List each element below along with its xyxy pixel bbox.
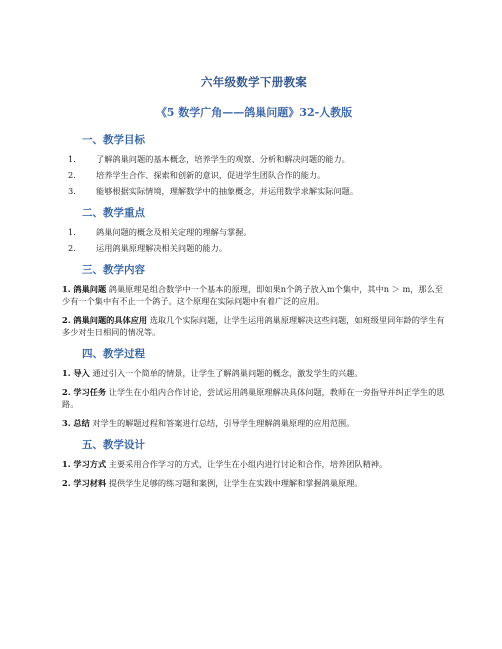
paragraph-text: 鸽巢原理是组合数学中一个基本的原理，即如果n个鸽子放入m个集中，其中n ＞ m，那么至少有一个集中有不止一个鸽子。这个原理在实际问题中有着广泛的应用。 <box>62 284 443 306</box>
paragraph-label: 1. 鸽巢问题 <box>62 284 107 294</box>
list-item <box>62 226 446 238</box>
list-item-number: 3. <box>68 186 76 196</box>
section-heading-design: 五、教学设计 <box>82 439 145 451</box>
list-item-text: 鸽巢问题的概念及相关定理的理解与掌握。 <box>96 227 252 237</box>
goals-list <box>62 153 446 197</box>
key-points-list <box>62 226 446 254</box>
list-item <box>62 242 446 254</box>
paragraph-text: 提供学生足够的练习题和案例，让学生在实践中理解和掌握鸽巢原理。 <box>108 478 363 488</box>
paragraph-label: 2. 鸽巢问题的具体应用 <box>62 315 148 325</box>
document-subtitle: 《5 数学广角——鸽巢问题》32-人教版 <box>155 106 353 119</box>
document-title: 六年级数学下册教案 <box>200 75 308 89</box>
process-paragraph <box>62 417 446 429</box>
paragraph-label: 1. 导入 <box>62 368 90 378</box>
paragraph-text: 让学生在小组内合作讨论，尝试运用鸽巢原理解决具体问题，教师在一旁指导并纠正学生的思路。 <box>62 387 445 409</box>
paragraph-text: 主要采用合作学习的方式，让学生在小组内进行讨论和合作，培养团队精神。 <box>108 459 388 469</box>
list-item-text: 能够根据实际情境，理解数学中的抽象概念，并运用数学求解实际问题。 <box>96 186 359 196</box>
section-heading-process: 四、教学过程 <box>82 348 145 360</box>
paragraph-text: 选取几个实际问题，让学生运用鸽巢原理解决这些问题，如班级里同年龄的学生有多少对生日相同的情况等。 <box>62 315 445 337</box>
paragraph-label: 2. 学习任务 <box>62 387 107 397</box>
list-item-number: 2. <box>68 243 76 253</box>
list-item-text: 运用鸽巢原理解决相关问题的能力。 <box>96 243 228 253</box>
list-item <box>62 169 446 181</box>
paragraph-label: 2. 学习材料 <box>62 478 107 488</box>
design-paragraph <box>62 477 446 489</box>
content-paragraph <box>62 314 446 338</box>
content-paragraph <box>62 283 446 307</box>
list-item-number: 2. <box>68 170 76 180</box>
list-item-text: 了解鸽巢问题的基本概念，培养学生的观察、分析和解决问题的能力。 <box>96 154 350 164</box>
list-item <box>62 153 446 165</box>
section-heading-content: 三、教学内容 <box>82 264 145 276</box>
list-item <box>62 185 446 197</box>
process-paragraph <box>62 367 446 379</box>
section-heading-key-points: 二、教学重点 <box>82 207 145 219</box>
paragraph-text: 对学生的解题过程和答案进行总结，引导学生理解鸽巢原理的应用范围。 <box>92 418 355 428</box>
paragraph-label: 3. 总结 <box>62 418 90 428</box>
list-item-number: 1. <box>68 227 76 237</box>
section-heading-goals: 一、教学目标 <box>82 134 145 146</box>
paragraph-label: 1. 学习方式 <box>62 459 107 469</box>
process-paragraph <box>62 386 446 410</box>
list-item-text: 培养学生合作、探索和创新的意识，促进学生团队合作的能力。 <box>96 170 326 180</box>
list-item-number: 1. <box>68 154 76 164</box>
design-paragraph <box>62 458 446 470</box>
paragraph-text: 通过引入一个简单的情景，让学生了解鸽巢问题的概念，激发学生的兴趣。 <box>92 368 363 378</box>
